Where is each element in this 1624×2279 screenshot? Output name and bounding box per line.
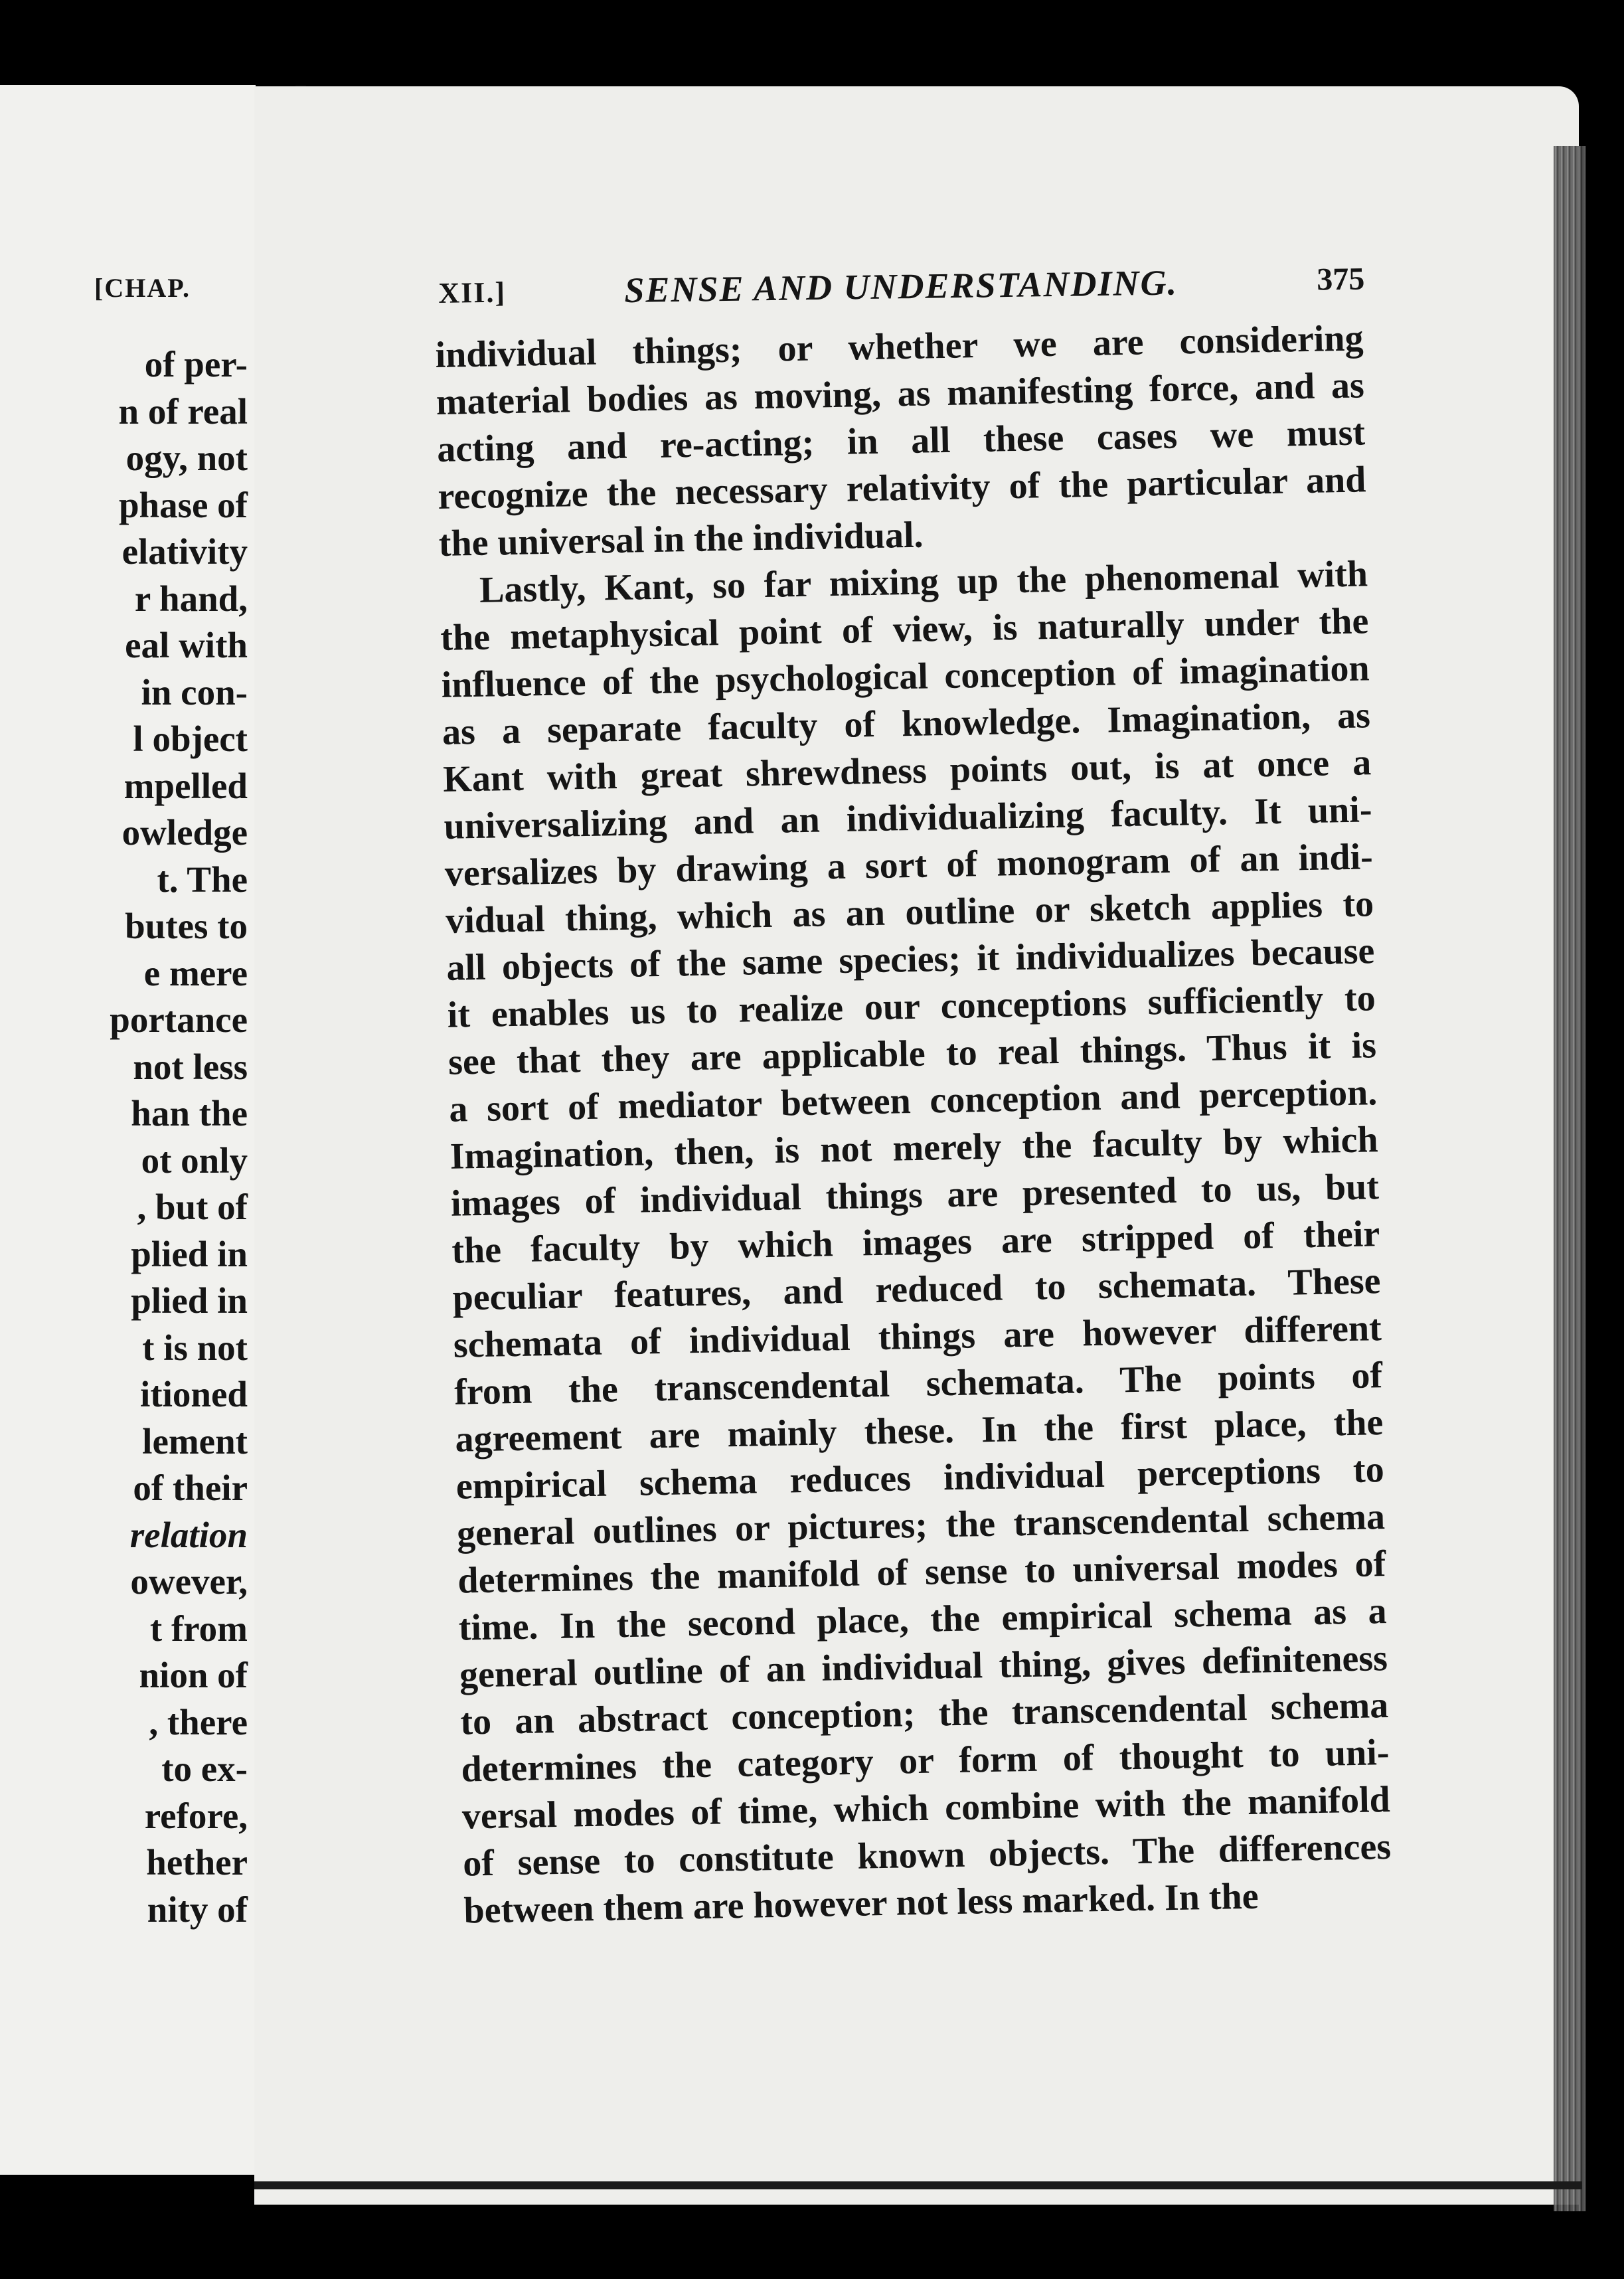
left-page-header: [CHAP. bbox=[94, 273, 191, 303]
text-line: recognize the necessary relativity of the particular and bbox=[437, 459, 1366, 517]
text-line: influence of the psychological conception of imagination bbox=[441, 647, 1370, 706]
text-line: determines the category or form of thought to uni- bbox=[461, 1732, 1390, 1790]
left-text-line: in con- bbox=[141, 671, 248, 713]
text-line: a sort of mediator between conception and perception. bbox=[448, 1072, 1378, 1130]
left-text-line: ogy, not bbox=[125, 438, 248, 478]
left-text-line: t is not bbox=[142, 1327, 248, 1368]
left-text-line: nion of bbox=[139, 1655, 248, 1695]
text-line: versal modes of time, which combine with the manifold bbox=[461, 1779, 1391, 1837]
text-line: the universal in the individual. bbox=[438, 514, 924, 564]
left-text-line: refore, bbox=[144, 1795, 248, 1836]
page-shadow bbox=[254, 2181, 1582, 2189]
left-text-line: t. The bbox=[157, 859, 248, 900]
text-line: individual things; or whether we are considering bbox=[435, 317, 1364, 376]
left-text-line: phase of bbox=[118, 484, 248, 525]
left-text-line: , but of bbox=[137, 1187, 248, 1227]
left-text-line: itioned bbox=[140, 1374, 248, 1414]
left-text-line: l object bbox=[133, 718, 248, 759]
text-line: the metaphysical point of view, is naturally under the bbox=[440, 600, 1369, 659]
text-line: time. In the second place, the empirical schema as a bbox=[458, 1590, 1388, 1649]
left-text-line: han the bbox=[131, 1093, 248, 1134]
left-text-line: not less bbox=[133, 1046, 248, 1087]
left-text-line: nity of bbox=[147, 1889, 248, 1930]
text-line: between them are however not less marked. In the bbox=[463, 1875, 1259, 1932]
left-text-line: portance bbox=[110, 999, 248, 1040]
left-page bbox=[0, 85, 256, 2175]
page-edges bbox=[1554, 146, 1585, 2211]
text-line: images of individual things are presented to us, but bbox=[450, 1166, 1380, 1224]
text-line: acting and re-acting; in all these cases we must bbox=[436, 412, 1366, 470]
page-number: 375 bbox=[1316, 261, 1365, 297]
left-text-line: lement bbox=[142, 1420, 248, 1462]
left-text-line: butes to bbox=[125, 906, 248, 946]
text-line: general outline of an individual thing, gives definiteness bbox=[459, 1638, 1388, 1696]
text-line: universalizing and an individualizing faculty. It uni- bbox=[444, 789, 1372, 847]
text-line: Kant with great shrewdness points out, is at once a bbox=[442, 742, 1372, 800]
text-line: the faculty by which images are stripped of their bbox=[451, 1213, 1380, 1272]
text-line: empirical schema reduces individual perceptions to bbox=[455, 1449, 1385, 1507]
left-text-line: plied in bbox=[131, 1280, 248, 1321]
left-text-line: of per- bbox=[144, 344, 248, 384]
left-text-line: to ex- bbox=[161, 1748, 248, 1789]
text-line: determines the manifold of sense to universal modes of bbox=[457, 1543, 1386, 1602]
left-text-line: owever, bbox=[130, 1561, 248, 1602]
left-text-line: elativity bbox=[122, 531, 248, 572]
left-text-line: eal with bbox=[125, 625, 248, 665]
chapter-marker: XII.] bbox=[438, 276, 507, 309]
text-line: peculiar features, and reduced to schemata. These bbox=[452, 1260, 1381, 1319]
text-line: to an abstract conception; the transcendental schema bbox=[459, 1685, 1389, 1743]
text-line: versalizes by drawing a sort of monogram of an indi- bbox=[444, 836, 1374, 894]
text-line: Imagination, then, is not merely the faculty by which bbox=[449, 1119, 1379, 1177]
text-line: vidual thing, which as an outline or sketch applies to bbox=[445, 883, 1374, 942]
text-line: of sense to constitute known objects. The differences bbox=[462, 1825, 1392, 1885]
left-text-line: t from bbox=[149, 1608, 248, 1649]
text-line: from the transcendental schemata. The points of bbox=[453, 1355, 1383, 1413]
text-line: as a separate faculty of knowledge. Imagination, as bbox=[442, 695, 1371, 753]
text-line: schemata of individual things are however different bbox=[453, 1308, 1382, 1366]
left-text-line: relation bbox=[129, 1514, 248, 1555]
left-text-line: ot only bbox=[141, 1140, 248, 1181]
left-text-line: owledge bbox=[122, 812, 248, 853]
text-line: agreement are mainly these. In the first place, the bbox=[454, 1402, 1384, 1460]
text-line: it enables us to realize our conceptions sufficiently to bbox=[447, 977, 1376, 1036]
left-text-line: e mere bbox=[143, 952, 248, 993]
left-text-line: n of real bbox=[118, 390, 248, 432]
text-line: general outlines or pictures; the transcendental schema bbox=[456, 1496, 1386, 1555]
left-text-line: mpelled bbox=[123, 765, 248, 806]
left-text-line: plied in bbox=[131, 1233, 248, 1274]
body-text bbox=[435, 315, 1392, 1934]
left-text-line: of their bbox=[133, 1468, 248, 1508]
running-title: SENSE AND UNDERSTANDING. bbox=[623, 262, 1178, 311]
left-text-line: hether bbox=[146, 1842, 248, 1883]
left-text-line: r hand, bbox=[134, 578, 248, 619]
text-line: all objects of the same species; it individualizes because bbox=[446, 930, 1375, 989]
left-text-line: , there bbox=[149, 1701, 248, 1742]
text-line: material bodies as moving, as manifesting force, and as bbox=[436, 365, 1365, 423]
text-line: Lastly, Kant, so far mixing up the phenomenal with bbox=[479, 553, 1368, 611]
text-line: see that they are applicable to real things. Thus it is bbox=[447, 1025, 1377, 1083]
